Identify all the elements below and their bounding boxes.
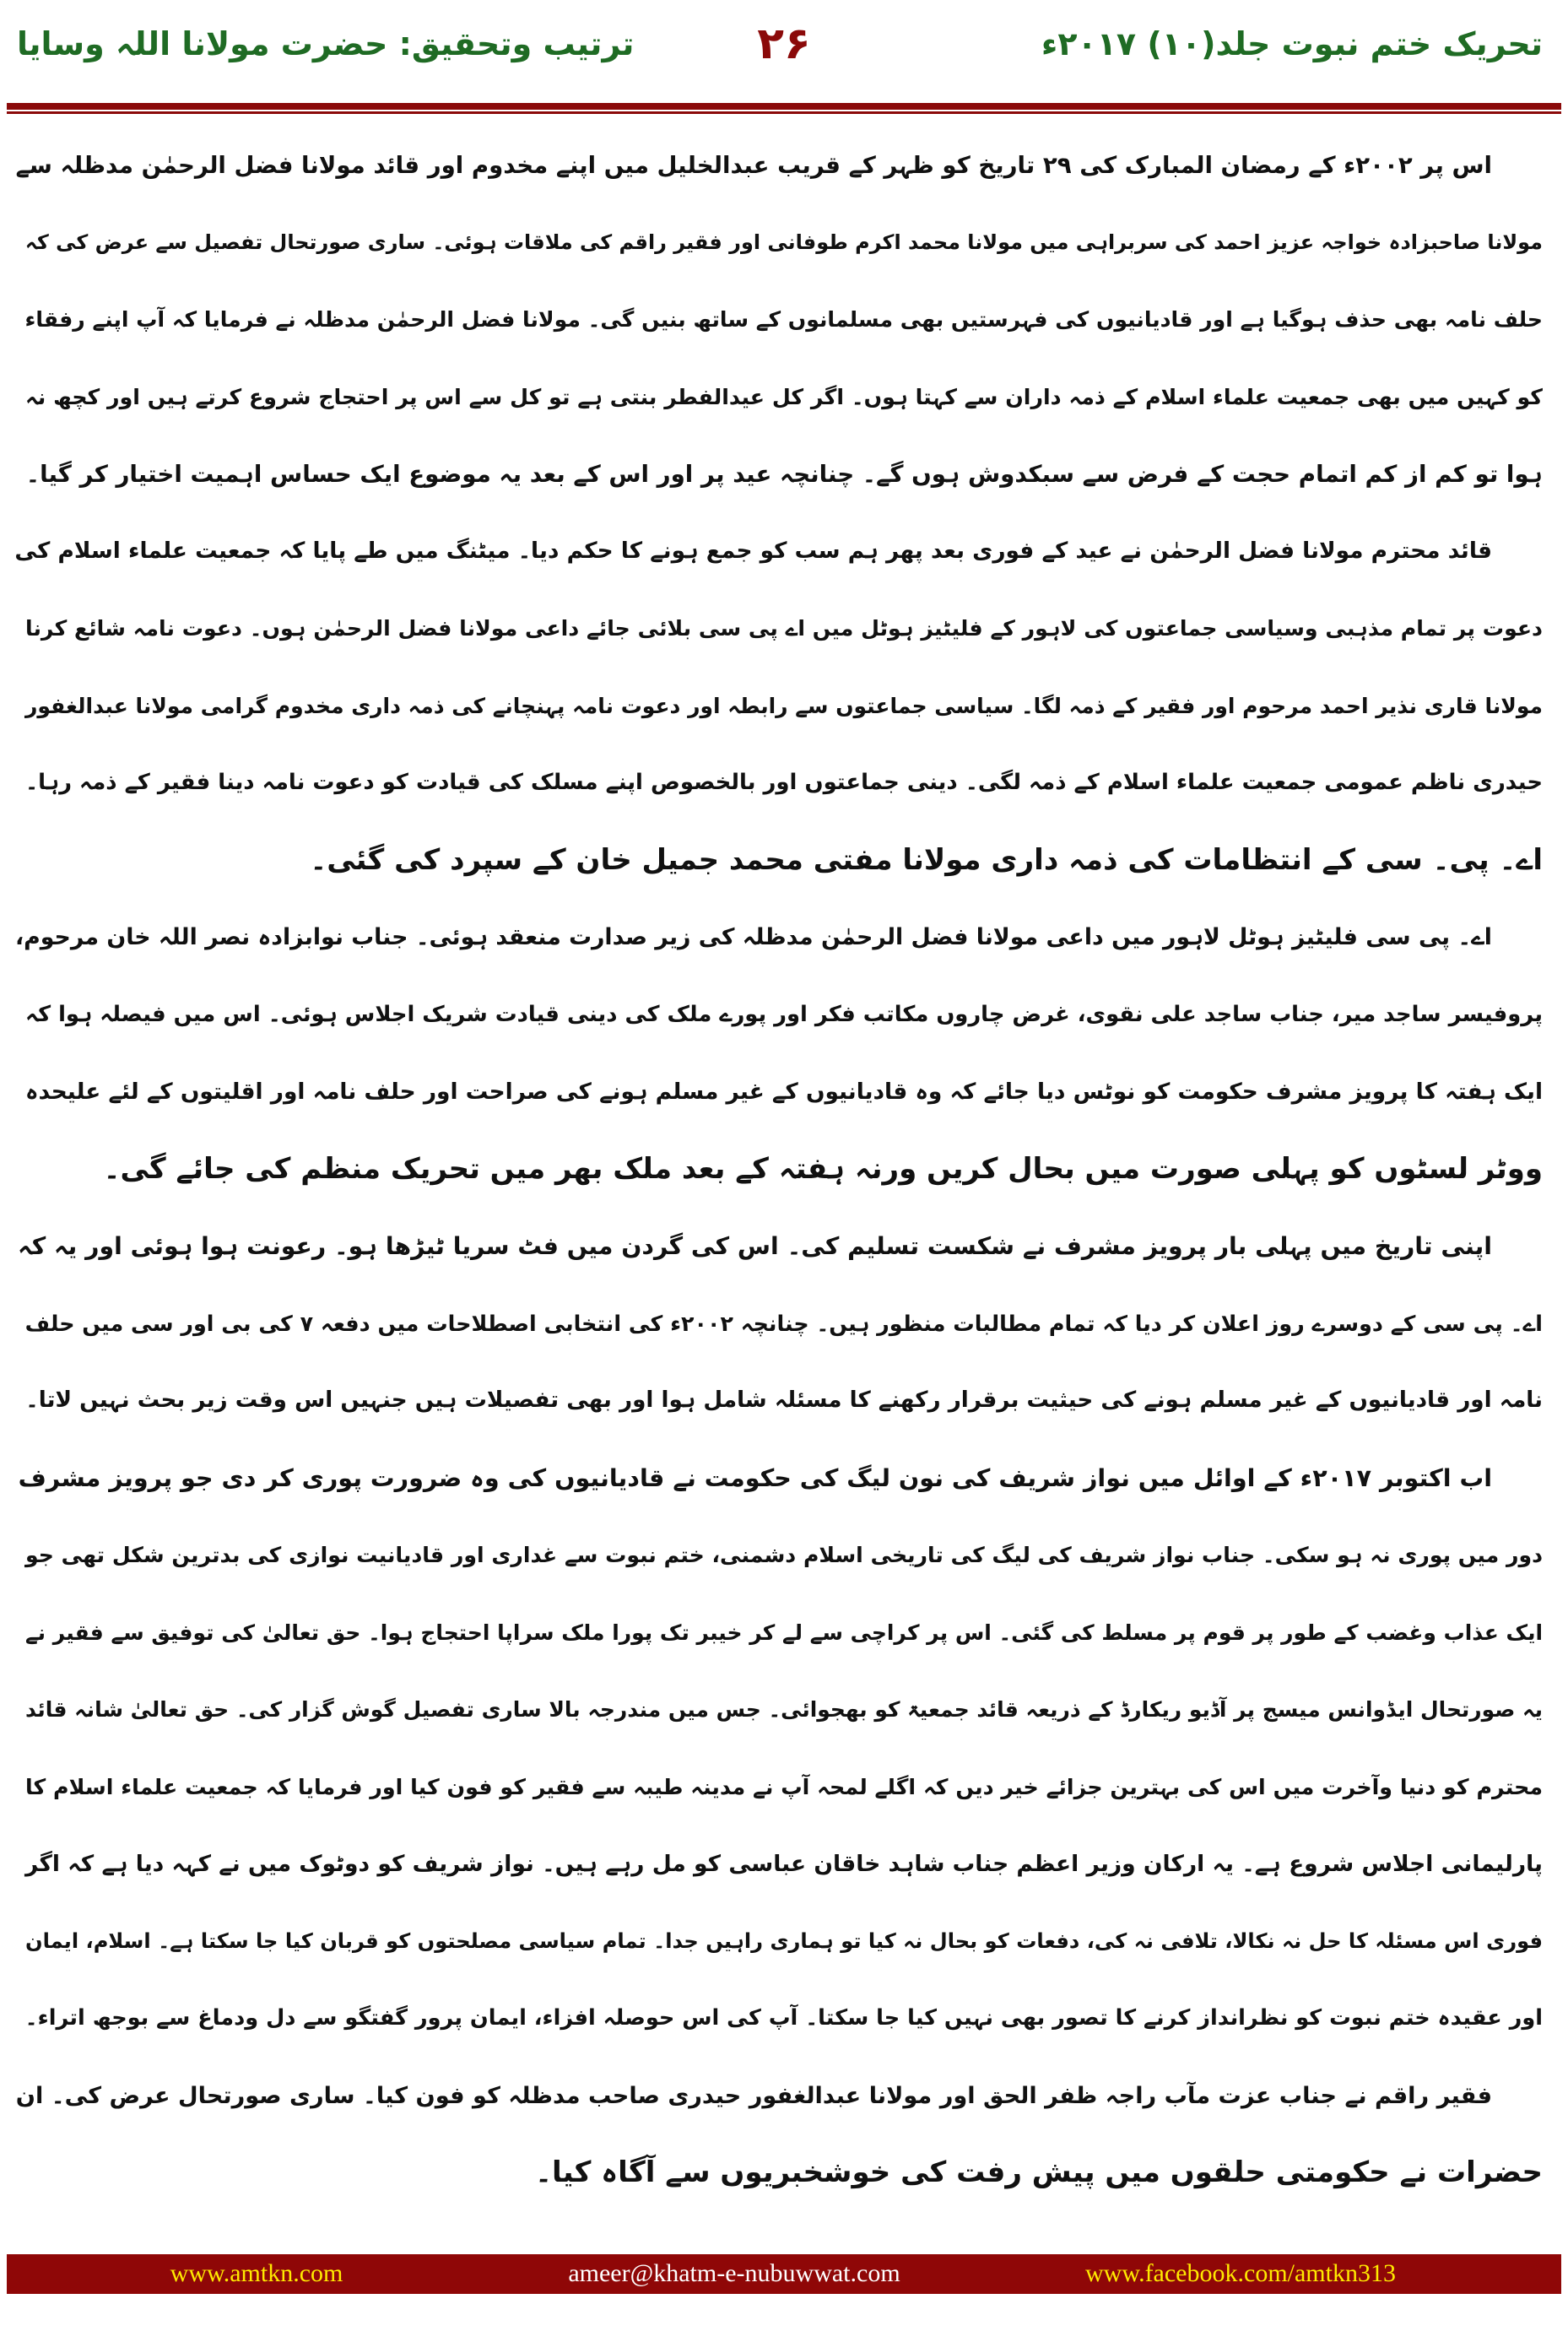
text-line: پارلیمانی اجلاس شروع ہے۔ یہ ارکان وزیر اعظم جناب شاہد خاقان عباسی کو مل رہے ہیں۔ نواز شریف کو دوٹوک میں نے کہہ دیا ہے کہ اگر xyxy=(25,1851,1543,1877)
text-line: یہ صورتحال ایڈوانس میسج پر آڈیو ریکارڈ کے ذریعہ قائد جمعیۃ کو بھجوائی۔ جس میں مندرجہ بالا ساری تفصیل گوش گزار کی۔ حق تعالیٰ شانہ قائد xyxy=(25,1697,1543,1722)
facebook-link[interactable]: www.facebook.com/amtkn313 xyxy=(1085,2259,1396,2287)
text-line: اے۔ پی سی کے دوسرے روز اعلان کر دیا کہ تمام مطالبات منظور ہیں۔ چنانچہ ۲۰۰۲ء کی انتخابی اصطلاحات میں دفعہ ۷ کی بی اور سی میں حلف xyxy=(24,1310,1543,1336)
text-line: ووٹر لسٹوں کو پہلی صورت میں بحال کریں ورنہ ہفتہ کے بعد ملک بھر میں تحریک منظم کی جائے گی۔ xyxy=(103,1151,1543,1186)
website-link[interactable]: www.amtkn.com xyxy=(170,2259,343,2287)
text-line: مولانا صاحبزادہ خواجہ عزیز احمد کی سربراہی میں مولانا محمد اکرم طوفانی اور فقیر راقم کی ملاقات ہوئی۔ ساری صورتحال تفصیل سے عرض کی کہ xyxy=(24,230,1543,254)
text-line: اے۔ پی سی فلیٹیز ہوٹل لاہور میں داعی مولانا فضل الرحمٰن مدظلہ کی زیر صدارت منعقد ہوئی۔ جناب نوابزادہ نصر اللہ خان مرحوم، xyxy=(14,924,1492,950)
text-line: دور میں پوری نہ ہو سکی۔ جناب نواز شریف کی لیگ کی تاریخی اسلام دشمنی، ختم نبوت سے غداری اور قادیانیت نوازی کی بدترین شکل تھی جو xyxy=(25,1543,1543,1567)
email-link[interactable]: ameer@khatm-e-nubuwwat.com xyxy=(568,2259,900,2287)
text-line: حلف نامہ بھی حذف ہوگیا ہے اور قادیانیوں کی فہرستیں بھی مسلمانوں کے ساتھ بنیں گی۔ مولانا فضل الرحمٰن مدظلہ نے فرمایا کہ آپ اپنے رفقاء xyxy=(24,307,1543,332)
text-line: اس پر ۲۰۰۲ء کے رمضان المبارک کی ۲۹ تاریخ کو ظہر کے قریب عبدالخلیل میں اپنے مخدوم اور قائد مولانا فضل الرحمٰن مدظلہ سے xyxy=(15,151,1492,179)
text-line: ہوا تو کم از کم اتمام حجت کے فرض سے سبکدوش ہوں گے۔ چنانچہ عید پر اور اس کے بعد یہ موضوع ایک حساس اہمیت اختیار کر گیا۔ xyxy=(25,460,1543,488)
text-line: فوری اس مسئلہ کا حل نہ نکالا، تلافی نہ کی، دفعات کو بحال نہ کیا تو ہماری راہیں جدا۔ تمام سیاسی مصلحتوں کو قربان کیا جا سکتا ہے۔ اسلام، ایمان xyxy=(25,1928,1543,1953)
text-line: قائد محترم مولانا فضل الرحمٰن نے عید کے فوری بعد پھر ہم سب کو جمع ہونے کا حکم دیا۔ میٹنگ میں طے پایا کہ جمعیت علماء اسلام کی xyxy=(14,538,1492,564)
footer-bar xyxy=(7,2254,1561,2294)
text-line: نامہ اور قادیانیوں کے غیر مسلم ہونے کی حیثیت برقرار رکھنے کا مسئلہ شامل ہوا اور بھی تفصیلات ہیں جنہیں اس وقت زیر بحث نہیں لاتا۔ xyxy=(25,1387,1543,1413)
article-body xyxy=(14,127,1543,2212)
text-line: محترم کو دنیا وآخرت میں اس کی بہترین جزائے خیر دیں کہ اگلے لمحہ آپ نے مدینہ طیبہ سے فقیر کو فون کیا اور فرمایا کہ جمعیت علماء اسلام کا xyxy=(25,1773,1543,1799)
text-line: دعوت پر تمام مذہبی وسیاسی جماعتوں کی لاہور کے فلیٹیز ہوٹل میں اے پی سی بلائی جائے داعی مولانا فضل الرحمٰن ہوں۔ دعوت نامہ شائع کرنا xyxy=(25,616,1543,641)
text-line: کو کہیں میں بھی جمعیت علماء اسلام کے ذمہ داران سے کہتا ہوں۔ اگر کل عیدالفطر بنتی ہے تو کل سے اس پر احتجاج شروع کرتے ہیں اور کچھ نہ xyxy=(25,384,1543,409)
text-line: ایک عذاب وغضب کے طور پر قوم پر مسلط کی گئی۔ اس پر کراچی سے لے کر خیبر تک پورا ملک سراپا احتجاج ہوا۔ حق تعالیٰ کی توفیق سے فقیر نے xyxy=(25,1620,1543,1645)
text-line: اپنی تاریخ میں پہلی بار پرویز مشرف نے شکست تسلیم کی۔ اس کی گردن میں فٹ سریا ٹیڑھا ہو۔ رعونت ہوا ہوئی اور یہ کہ xyxy=(18,1232,1492,1260)
text-line: ایک ہفتہ کا پرویز مشرف حکومت کو نوٹس دیا جائے کہ وہ قادیانیوں کے غیر مسلم ہونے کی صراحت اور حلف نامہ اور اقلیتوں کے لئے علیحدہ xyxy=(25,1079,1543,1105)
text-line: مولانا قاری نذیر احمد مرحوم اور فقیر کے ذمہ لگا۔ سیاسی جماعتوں سے رابطہ اور دعوت نامہ پہنچانے کی ذمہ داری مخدوم گرامی مولانا عبدالغفور xyxy=(25,693,1543,718)
text-line: حضرات نے حکومتی حلقوں میں پیش رفت کی خوشخبریوں سے آگاہ کیا۔ xyxy=(535,2155,1543,2189)
text-line: فقیر راقم نے جناب عزت مآب راجہ ظفر الحق اور مولانا عبدالغفور حیدری صاحب مدظلہ کو فون کیا۔ ساری صورتحال عرض کی۔ ان xyxy=(15,2082,1492,2109)
book-title: تحریک ختم نبوت جلد(۱۰) ۲۰۱۷ء xyxy=(1041,25,1543,62)
text-line: اے۔ پی۔ سی کے انتظامات کی ذمہ داری مولانا مفتی محمد جمیل خان کے سپرد کی گئی۔ xyxy=(310,842,1543,877)
text-line: حیدری ناظم عمومی جمعیت علماء اسلام کے ذمہ لگی۔ دینی جماعتوں اور بالخصوص اپنے مسلک کی قیادت کو دعوت نامہ دینا فقیر کے ذمہ رہا۔ xyxy=(25,770,1543,795)
compiler-credit: ترتیب وتحقیق: حضرت مولانا اللہ وسایا xyxy=(17,25,635,62)
text-line: اب اکتوبر ۲۰۱۷ء کے اوائل میں نواز شریف کی نون لیگ کی حکومت نے قادیانیوں کی وہ ضرورت پوری کر دی جو پرویز مشرف xyxy=(18,1463,1492,1492)
header-rule-thick xyxy=(7,103,1561,110)
text-line: اور عقیدہ ختم نبوت کو نظرانداز کرنے کا تصور بھی نہیں کیا جا سکتا۔ آپ کی اس حوصلہ افزاء، ایمان پرور گفتگو سے دل ودماغ سے بوجھ اتراء۔ xyxy=(24,2005,1543,2031)
text-line: پروفیسر ساجد میر، جناب ساجد علی نقوی، غرض چاروں مکاتب فکر اور پورے ملک کی دینی قیادت شریک اجلاس ہوئی۔ اس میں فیصلہ ہوا کہ xyxy=(25,1001,1543,1027)
header-rule-thin xyxy=(7,111,1561,114)
page-number: ۲۶ xyxy=(757,19,811,69)
